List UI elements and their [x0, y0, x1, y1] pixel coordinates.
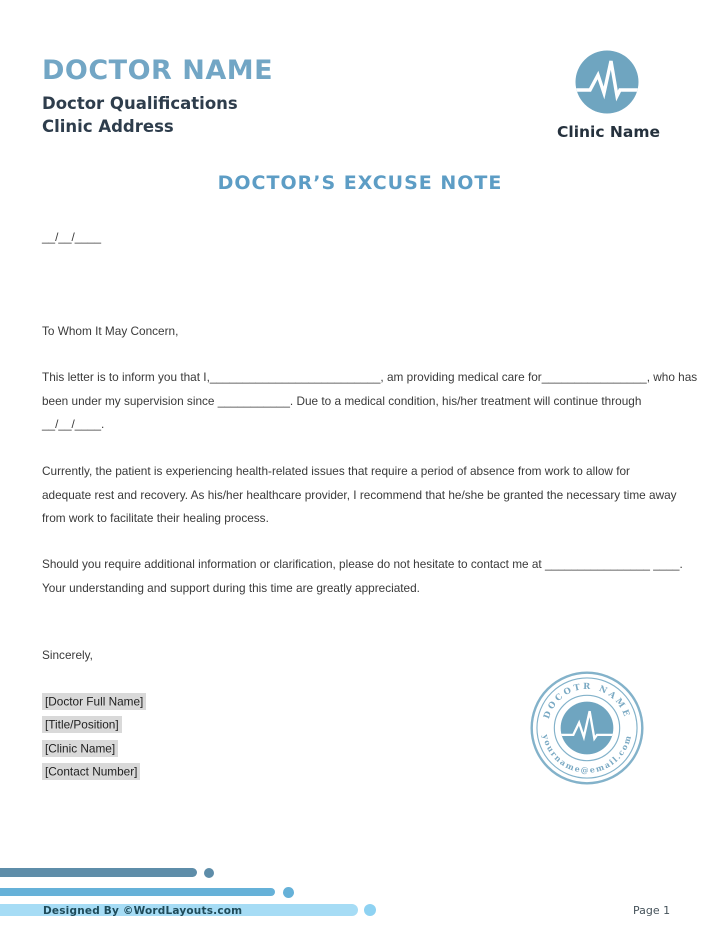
doctor-name-heading: DOCTOR NAME — [42, 55, 274, 86]
paragraph-contact: Should you require additional information or clarification, please do not hesitate to contact me at ________________ ____. Your understanding and support during this time are greatly appreciated. — [42, 557, 683, 595]
document-title: DOCTOR’S EXCUSE NOTE — [217, 172, 503, 194]
clinic-logo-block — [557, 50, 661, 141]
paragraph-medical-care: This letter is to inform you that I,__________________________, am providing medical care for________________, who has been under my supervision since ___________. Due to a medical condition, his/her treatment will continue through __/__/____. — [42, 370, 698, 431]
doctor-stamp-seal — [528, 669, 646, 787]
heartbeat-logo-icon — [575, 50, 639, 114]
footer-decoration-dot — [283, 887, 294, 898]
signature-block — [42, 694, 146, 788]
paragraph-recommendation: Currently, the patient is experiencing health-related issues that require a period of absence from work to allow for adequate rest and recovery. As his/her healthcare provider, I recommend that he/she be granted the necessary time away from work to facilitate their healing process. — [42, 464, 677, 525]
footer-decoration-bar — [0, 868, 197, 877]
signature-placeholder: [Contact Number] — [42, 765, 146, 779]
clinic-address: Clinic Address — [42, 117, 174, 136]
salutation: To Whom It May Concern, — [42, 324, 179, 338]
signature-placeholder: [Clinic Name] — [42, 741, 146, 755]
footer-decoration-dot — [364, 904, 376, 916]
doctor-qualifications: Doctor Qualifications — [42, 94, 238, 113]
stamp-bottom-text: yourname@email.com — [540, 733, 634, 775]
designer-credit: Designed By ©WordLayouts.com — [43, 905, 243, 917]
signature-placeholder: [Title/Position] — [42, 718, 146, 732]
stamp-top-text: DOCOTR NAME — [541, 680, 633, 720]
footer-decoration-dot — [204, 868, 214, 878]
signature-placeholder: [Doctor Full Name] — [42, 694, 146, 708]
footer-decoration-bar — [0, 888, 275, 896]
letterhead — [42, 56, 273, 138]
clinic-name-label: Clinic Name — [557, 123, 661, 141]
page-number: Page 1 — [633, 904, 671, 917]
date-blank-line: __/__/____ — [42, 230, 102, 244]
closing: Sincerely, — [42, 648, 93, 662]
